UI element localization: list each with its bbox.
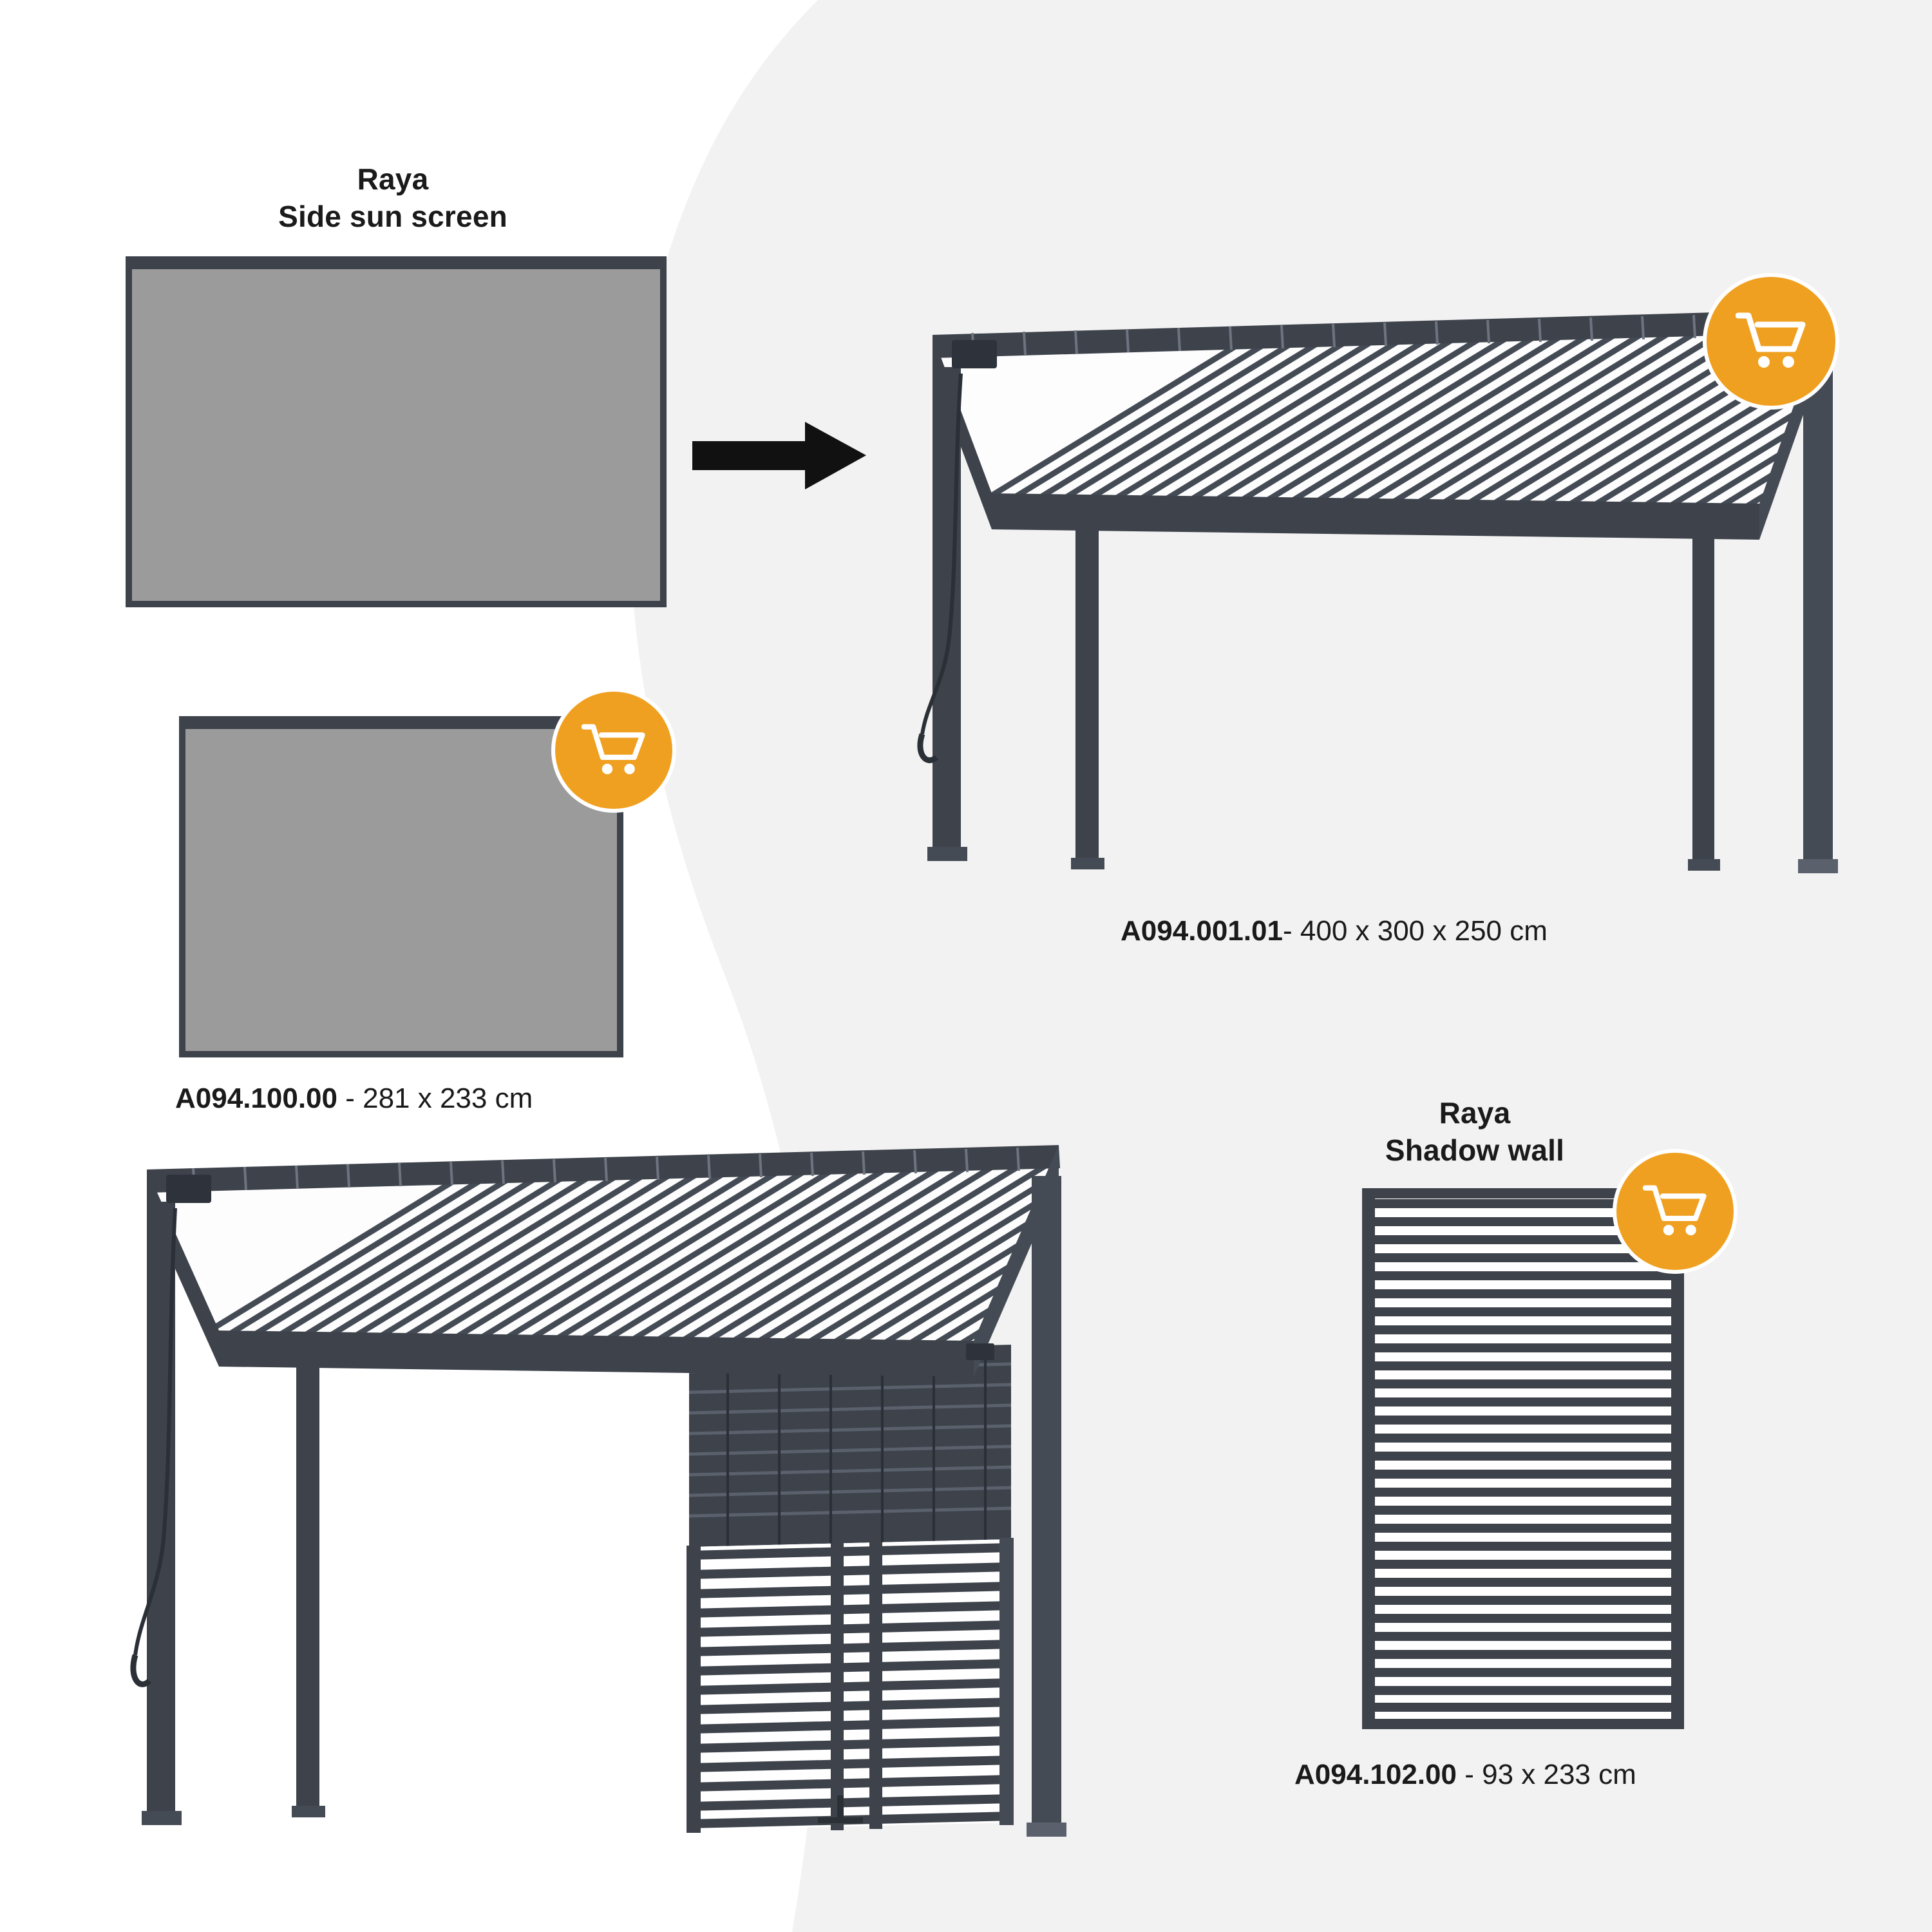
side-sun-screen-title (213, 161, 573, 235)
shopping-cart-icon (582, 721, 646, 780)
side-sun-screen-image-large (126, 256, 667, 607)
shadow-wall-title-line2: Shadow wall (1385, 1133, 1565, 1167)
shadow-wall-caption-code: A094.102.00 (1294, 1759, 1457, 1790)
side-sun-screen-caption-code: A094.100.00 (175, 1083, 337, 1114)
shadow-wall-caption-dims: - 93 x 233 cm (1457, 1759, 1636, 1790)
pergola-main-caption-dims: - 400 x 300 x 250 cm (1283, 915, 1548, 947)
side-sun-screen-image-small (179, 716, 623, 1057)
cart-badge-shadow-wall[interactable] (1616, 1153, 1734, 1270)
shadow-wall-image (1362, 1188, 1684, 1729)
side-sun-screen-title-line2: Side sun screen (278, 199, 507, 233)
shadow-wall-caption (1294, 1758, 1636, 1792)
shadow-wall-title-line1: Raya (1439, 1096, 1511, 1130)
side-sun-screen-caption-dims: - 281 x 233 cm (337, 1083, 533, 1114)
pergola-main-caption-code: A094.001.01 (1121, 915, 1283, 947)
right-arrow-icon (692, 422, 866, 489)
cart-badge-side-sun-screen[interactable] (555, 692, 672, 809)
shopping-cart-icon (1643, 1182, 1707, 1241)
cart-badge-pergola-main[interactable] (1707, 277, 1835, 406)
pergola-main-caption (1121, 914, 1548, 949)
side-sun-screen-caption (175, 1082, 533, 1116)
pergola-with-shadow-wall-image (109, 1140, 1114, 1874)
side-sun-screen-title-line1: Raya (357, 162, 429, 196)
shopping-cart-icon (1736, 309, 1806, 374)
shadow-wall-title (1307, 1095, 1642, 1169)
